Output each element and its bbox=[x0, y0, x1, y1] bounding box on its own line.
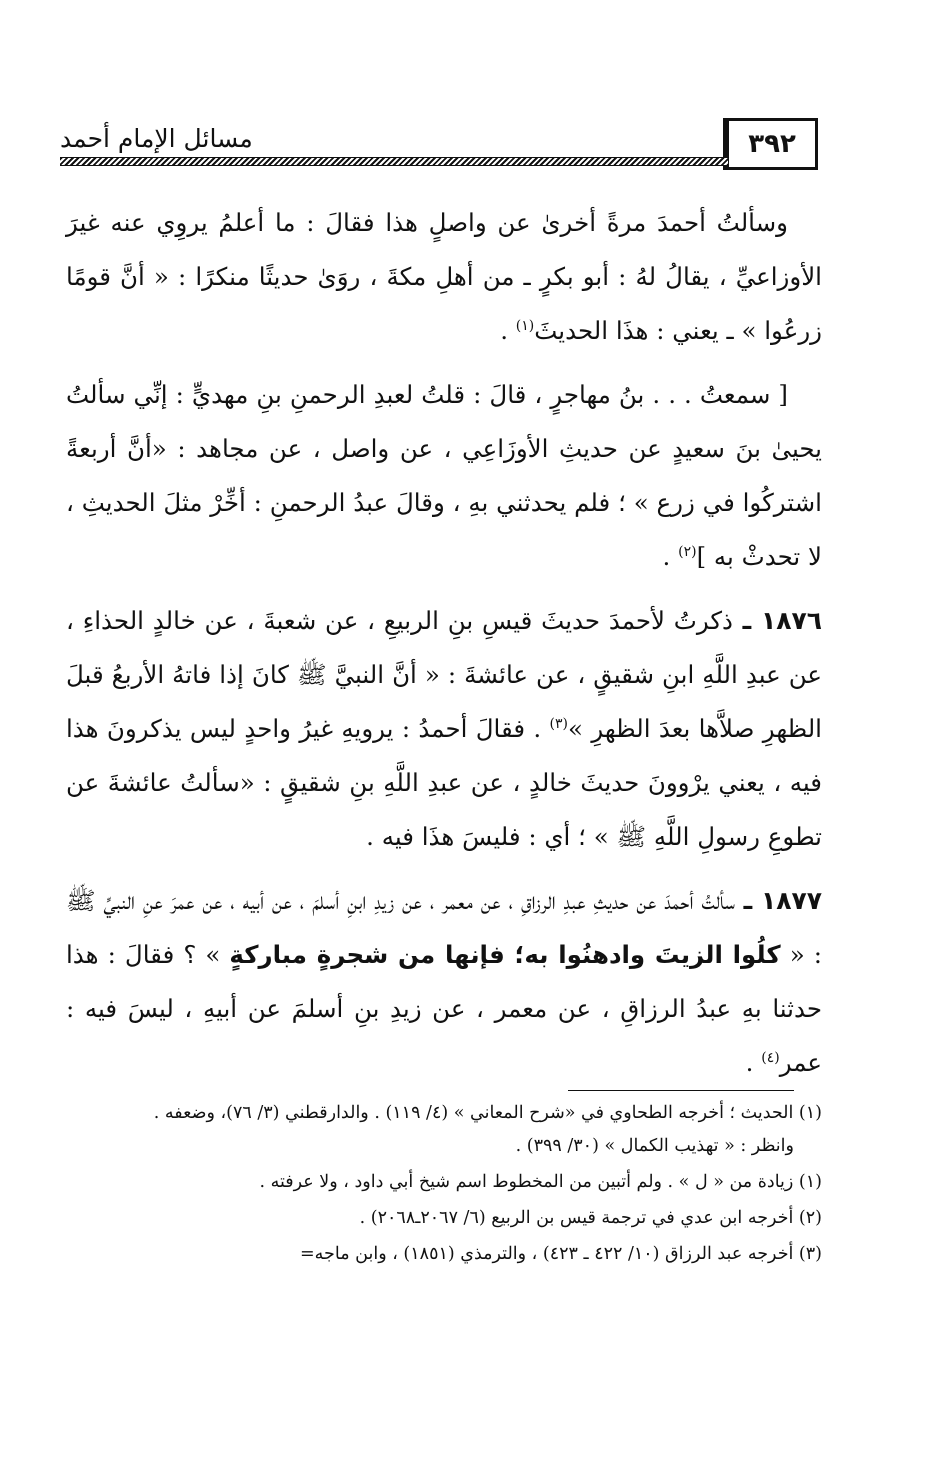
footnote-4: (٣) أخرجه عبد الرزاق (١٠/ ٤٢٢ ـ ٤٢٣) ، والترمذي (١٨٥١) ، وابن ماجه= bbox=[300, 1244, 822, 1264]
entry-dash: ـ bbox=[732, 606, 761, 635]
entry-1876-text-b: . فقالَ أحمدُ : يرويهِ غيرُ واحدٍ ليس يذكرونَ هذا فيه ، يعني يرْوونَ حديثَ خالدٍ ، عن عبدِ اللَّهِ بنِ شقيقٍ : «سألتُ عائشةَ عن تطوعِ رسولِ اللَّهِ ﷺ » ؛ أي : فليسَ هذَا فيه . bbox=[66, 714, 822, 851]
entry-1876-text-a: ذكرتُ لأحمدَ حديثَ قيسِ بنِ الربيعِ ، عن شعبةَ ، عن خالدٍ الحذاءِ ، عن عبدِ اللَّهِ ابنِ شقيقٍ ، عن عائشةَ : « أنَّ النبيَّ ﷺ كانَ إذا فاتهُ الأربعُ قبلَ الظهرِ صلاَّها بعدَ الظهرِ » bbox=[66, 606, 822, 743]
entry-number-1876: ١٨٧٦ bbox=[760, 606, 823, 635]
page-header bbox=[60, 118, 818, 170]
paragraph-1 bbox=[66, 196, 822, 358]
footnote-1: (١) الحديث ؛ أخرجه الطحاوي في «شرح المعاني » (٤/ ١١٩) . والدارقطني (٣/ ٧٦)، وضعفه . bbox=[153, 1103, 822, 1123]
paragraph-1-end: . bbox=[500, 316, 516, 345]
footnote-ref-4: (٤) bbox=[761, 1049, 780, 1066]
footnote-ref-2: (٢) bbox=[678, 543, 697, 560]
paragraph-2-text: [ سمعتُ . . . بنُ مهاجرٍ ، قالَ : قلتُ لعبدِ الرحمنِ بنِ مهديٍّ : إنِّي سألتُ يحيىٰ بنَ سعيدٍ عن حديثِ الأوزَاعِي ، عن واصل ، عن مجاهد : «أنَّ أربعةً اشتركُوا في زرع » ؛ فلم يحدثني بهِ ، وقالَ عبدُ الرحمنِ : أخِّرْ مثلَ الحديثِ ، لا تحدثْ به ] bbox=[66, 380, 822, 571]
footnote-separator bbox=[568, 1090, 794, 1091]
footnote-ref-3: (٣) bbox=[549, 715, 569, 732]
entry-number-1877: ١٨٧٧ bbox=[760, 886, 823, 915]
main-text bbox=[66, 196, 822, 1090]
entry-1877-text-b: » ؟ فقالَ : هذا حدثنا بهِ عبدُ الرزاقِ ، عن معمر ، عن زيدِ بنِ أسلمَ عن أبيهِ ، ليسَ فيه : عمر bbox=[66, 940, 822, 1077]
entry-1877-text-a: سألتُ أحمدَ عن حديثِ عبدِ الرزاقِ ، عن معمر ، عن زيدِ ابنِ أسلمَ ، عن أبيه ، عن عمرَ عنِ النبيِّ ﷺ : « bbox=[66, 886, 822, 969]
footnote-2: (١) زيادة من « ل » . ولم أتبين من المخطوط اسم شيخ أبي داود ، ولا عرفته . bbox=[259, 1172, 822, 1192]
footnote-1-continued: وانظر : « تهذيب الكمال » (٣٠/ ٣٩٩) . bbox=[515, 1136, 794, 1156]
entry-1877-end: . bbox=[745, 1048, 762, 1077]
footnote-3: (٢) أخرجه ابن عدي في ترجمة قيس بن الربيع (٦/ ٢٠٦٧ـ٢٠٦٨) . bbox=[359, 1208, 822, 1228]
paragraph-2 bbox=[66, 368, 822, 584]
entry-1877 bbox=[66, 874, 822, 1090]
header-ornament-rule bbox=[60, 157, 728, 166]
footnote-ref-1: (١) bbox=[515, 317, 535, 334]
hadith-quote-bold: كلُوا الزيتَ وادهنُوا به؛ فإنها من شجرةٍ مباركةٍ bbox=[229, 940, 781, 969]
entry-1876 bbox=[66, 594, 822, 864]
footnotes bbox=[66, 1098, 822, 1272]
running-title: مسائل الإمام أحمد bbox=[60, 124, 253, 153]
page-number: ٣٩٢ bbox=[723, 118, 818, 170]
paragraph-1-text: وسألتُ أحمدَ مرةً أخرىٰ عن واصلٍ هذا فقالَ : ما أعلمُ يروِي عنه غيرَ الأوزاعيِّ ، يقالُ لهُ : أبو بكرٍ ـ من أهلِ مكةَ ، روَىٰ حديثًا منكرًا : « أنَّ قومًا زرعُوا » ـ يعني : هذَا الحديثَ bbox=[66, 208, 822, 345]
paragraph-2-end: . bbox=[662, 542, 679, 571]
entry-dash: ـ bbox=[734, 886, 761, 915]
